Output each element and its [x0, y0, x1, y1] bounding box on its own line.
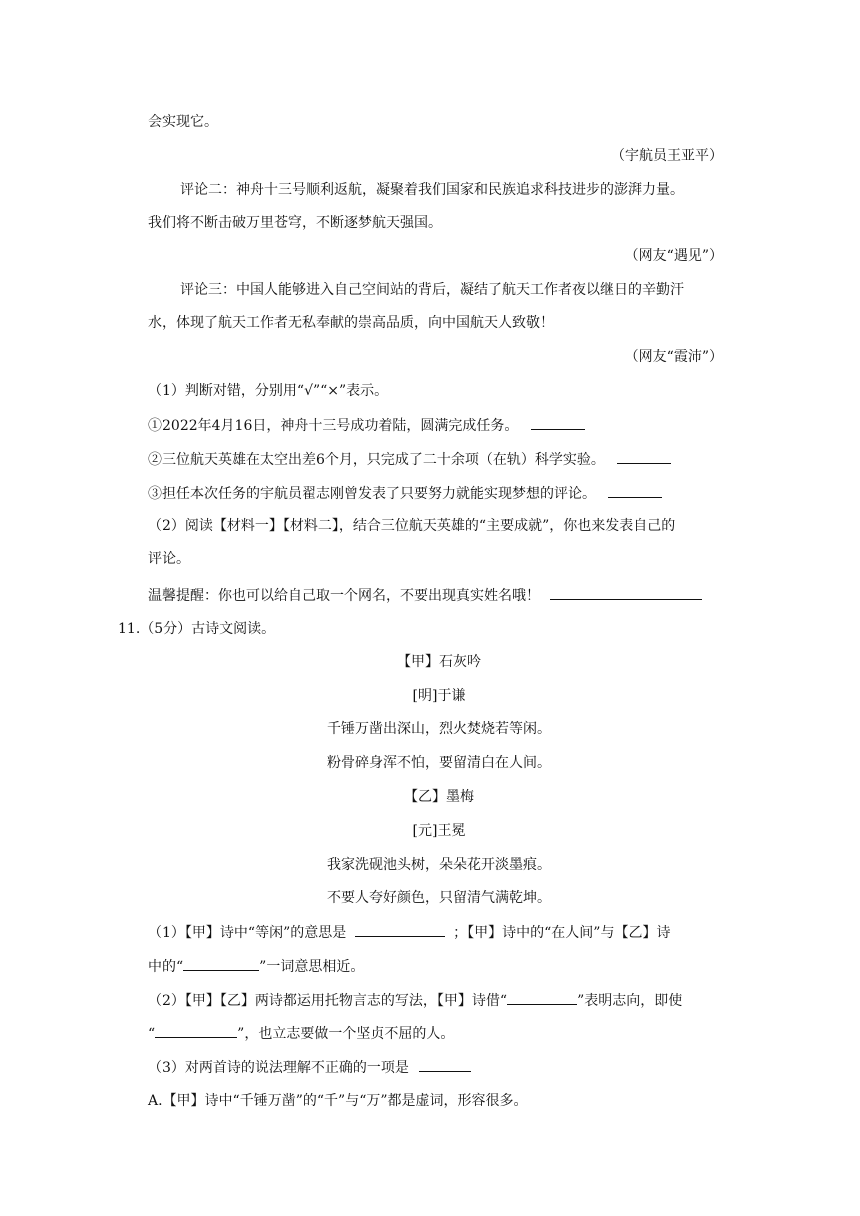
- question-11: 11.（5分）古诗文阅读。: [118, 621, 276, 637]
- question-1: （1）判断对错，分别用“√”“×”表示。: [148, 383, 389, 399]
- tip-line: [148, 585, 702, 606]
- text-line: 评论。: [148, 551, 190, 567]
- text: 中的“: [148, 959, 184, 975]
- attribution: （宇航员王亚平）: [611, 148, 723, 164]
- sub-question-1: [148, 922, 670, 943]
- item-text: ①2022年4月16日，神舟十三号成功着陆，圆满完成任务。: [148, 418, 519, 434]
- poem-1-line-2: 粉骨碎身浑不怕，要留清白在人间。: [327, 755, 551, 771]
- text: （3）对两首诗的说法理解不正确的一项是: [148, 1060, 409, 1076]
- text-line: 我们将不断击破万里苍穹，不断逐梦航天强国。: [148, 215, 442, 231]
- poem-1-author: [明]于谦: [412, 688, 466, 704]
- judge-item-2: [148, 449, 671, 470]
- sub-question-2: [148, 990, 682, 1011]
- text-line: 会实现它。: [148, 114, 218, 130]
- text: （2）【甲】【乙】两诗都运用托物言志的写法，【甲】诗借“: [148, 993, 508, 1009]
- poem-2-line-1: 我家洗砚池头树，朵朵花开淡墨痕。: [327, 857, 551, 873]
- sub-question-1-cont: [148, 956, 364, 977]
- attribution: （网友“霞沛”）: [624, 349, 723, 365]
- text-line: 水，体现了航天工作者无私奉献的崇高品质，向中国航天人致敬！: [148, 315, 554, 331]
- answer-blank[interactable]: [550, 585, 702, 600]
- text: ”表明志向，即使: [577, 993, 683, 1009]
- answer-blank[interactable]: [507, 990, 577, 1005]
- judge-item-1: [148, 415, 585, 436]
- poem-1-line-1: 千锤万凿出深山，烈火焚烧若等闲。: [327, 721, 551, 737]
- item-text: ②三位航天英雄在太空出差6个月，只完成了二十余项（在轨）科学实验。: [148, 452, 605, 468]
- item-text: ③担任本次任务的宇航员翟志刚曾发表了只要努力就能实现梦想的评论。: [148, 486, 596, 502]
- tip-text: 温馨提醒：你也可以给自己取一个网名，不要出现真实姓名哦！: [148, 588, 540, 604]
- answer-blank[interactable]: [608, 483, 662, 498]
- sub-question-2-cont: [148, 1023, 454, 1044]
- text: ”一词意思相近。: [259, 959, 365, 975]
- text: ；【甲】诗中的“在人间”与【乙】诗: [453, 925, 671, 941]
- poem-2-author: [元]王冕: [412, 823, 466, 839]
- attribution: （网友“遇见”）: [624, 248, 723, 264]
- text: “: [148, 1026, 156, 1042]
- poem-2-title: 【乙】墨梅: [404, 789, 474, 805]
- answer-blank[interactable]: [617, 449, 671, 464]
- comment-two: 评论二：神舟十三号顺利返航，凝聚着我们国家和民族追求科技进步的澎湃力量。: [180, 182, 684, 198]
- answer-blank[interactable]: [419, 1057, 471, 1072]
- poem-1-title: 【甲】石灰吟: [397, 654, 481, 670]
- question-2: （2）阅读【材料一】【材料二】，结合三位航天英雄的“主要成就”，你也来发表自己的: [148, 518, 676, 534]
- judge-item-3: [148, 483, 662, 504]
- answer-blank[interactable]: [155, 1023, 237, 1038]
- option-a: A.【甲】诗中“千锤万凿”的“千”与“万”都是虚词，形容很多。: [148, 1093, 528, 1109]
- text: （1）【甲】诗中“等闲”的意思是: [148, 925, 347, 941]
- sub-question-3: [148, 1057, 471, 1078]
- poem-2-line-2: 不要人夸好颜色，只留清气满乾坤。: [327, 890, 551, 906]
- answer-blank[interactable]: [355, 922, 445, 937]
- answer-blank[interactable]: [531, 415, 585, 430]
- comment-three: 评论三：中国人能够进入自己空间站的背后，凝结了航天工作者夜以继日的辛勤汗: [180, 282, 684, 298]
- text: ”，也立志要做一个坚贞不屈的人。: [237, 1026, 455, 1042]
- answer-blank[interactable]: [183, 956, 259, 971]
